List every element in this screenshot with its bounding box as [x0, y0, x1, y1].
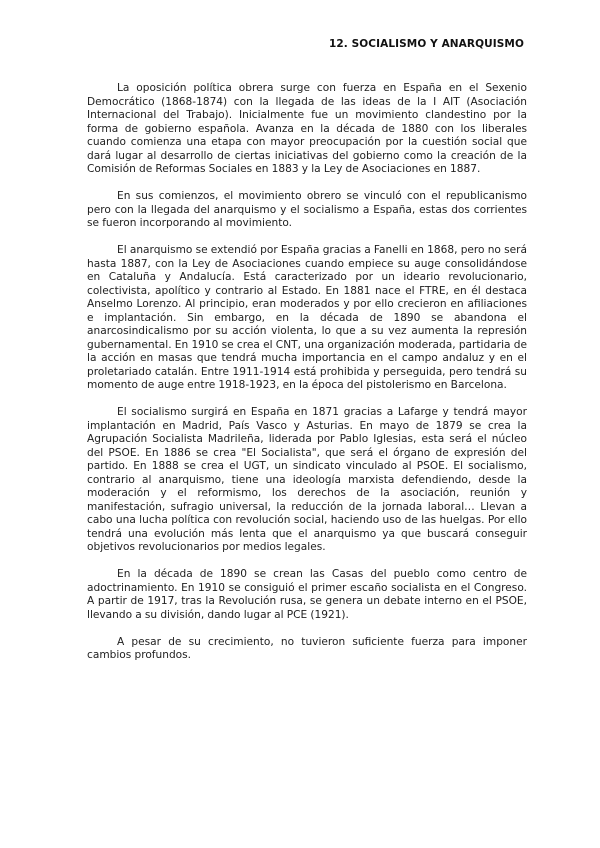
document-body — [87, 82, 527, 676]
paragraph-intro: La oposición política obrera surge con fuerza en España en el Sexenio Democrático (1868-1874) con la llegada de las ideas de la I AIT (Asociación Internacional del Trabajo). Inicialmente fue un movimiento clandestino por la forma de gobierno española. Avanza en la década de 1880 con los liberales cuando comienza una etapa con mayor preocupación por la cuestión social que dará lugar al desarrollo de ciertas iniciativas del gobierno como la creación de la Comisión de Reformas Sociales en 1883 y la Ley de Asociaciones en 1887. — [87, 82, 527, 175]
page-header-title: 12. SOCIALISMO Y ANARQUISMO — [328, 38, 524, 50]
paragraph-beginnings: En sus comienzos, el movimiento obrero se vinculó con el republicanismo pero con la llegada del anarquismo y el socialismo a España, estas dos corrientes se fueron incorporando al movimiento. — [87, 190, 527, 229]
paragraph-1890s: En la década de 1890 se crean las Casas del pueblo como centro de adoctrinamiento. En 1910 se consiguió el primer escaño socialista en el Congreso. A partir de 1917, tras la Revolución rusa, se genera un debate interno en el PSOE, llevando a su división, dando lugar al PCE (1921). — [87, 568, 527, 621]
paragraph-socialism: El socialismo surgirá en España en 1871 gracias a Lafarge y tendrá mayor implantación en Madrid, País Vasco y Asturias. En mayo de 1879 se crea la Agrupación Socialista Madrileña, liderada por Pablo Iglesias, esta será el núcleo del PSOE. En 1886 se crea "El Socialista", que será el órgano de expresión del partido. En 1888 se crea el UGT, un sindicato vinculado al PSOE. El socialismo, contrario al anarquismo, tiene una ideología marxista defendiendo, desde la moderación y el reformismo, los derechos de la asociación, reunión y manifestación, sufragio universal, la reducción de la jornada laboral… Llevan a cabo una lucha política con revolución social, haciendo uso de las huelgas. Por ello tendrá una evolución más lenta que el anarquismo ya que buscará conseguir objetivos revolucionarios por medios legales. — [87, 406, 527, 553]
paragraph-conclusion: A pesar de su crecimiento, no tuvieron suficiente fuerza para imponer cambios profundos. — [87, 635, 527, 661]
paragraph-anarchism: El anarquismo se extendió por España gracias a Fanelli en 1868, pero no será hasta 1887, con la Ley de Asociaciones cuando empiece su auge consolidándose en Cataluña y Andalucía. Está caracterizado por un ideario revolucionario, colectivista, apolítico y contrario al Estado. En 1881 nace el FTRE, en él destaca Anselmo Lorenzo. Al principio, eran moderados y por ello crecieron en afiliaciones e implantación. Sin embargo, en la década de 1890 se abandona el anarcosindicalismo por su acción violenta, lo que a su vez aumenta la represión gubernamental. En 1910 se crea el CNT, una organización moderada, partidaria de la acción en masas que tendrá mucha importancia en el campo andaluz y en el proletariado catalán. Entre 1911-1914 está prohibida y perseguida, pero tendrá su momento de auge entre 1918-1923, en la época del pistolerismo en Barcelona. — [87, 244, 527, 391]
